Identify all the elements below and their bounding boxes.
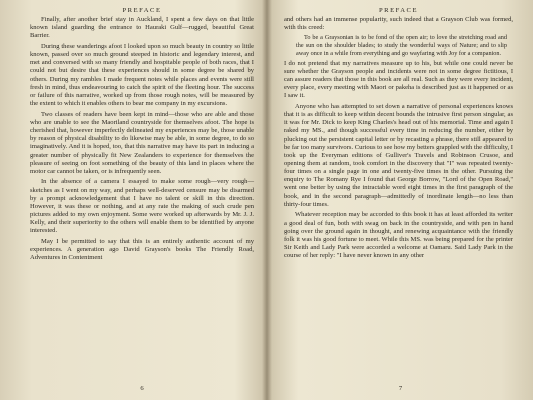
paragraph: In the absence of a camera I essayed to make some rough—very rough—sketches as I went on my way, and perhaps well-deserved censure may be disarmed by a prompt acknowledgement that I have no talent or skill in this direction. However, it was these or nothing, and at any rate the making of such crude pen pictures added to my own enjoyment. Some were worked up afterwards by Mr. J. J. Kelly, and their superiority to the others will enable them to be identified by anyone interested. [30, 178, 254, 235]
running-header: PREFACE [379, 7, 418, 14]
paragraph: During these wanderings afoot I looked upon so much beauty in country so little known, passed over so much ground steeped in historic and legendary interest, and met and conversed with so many friendly and hospitable people of both races, that I could not but desire that these experiences should in some degree be shared by others. During my rambles I made frequent notes while places and events were still fresh in mind, thus endeavouring to catch the spirit of the fleeting hour. The success or failure of this narrative, worked up from those rough notes, will be measured by the extent to which it enables others to bear me company in my excursions. [30, 42, 254, 108]
paragraph: Finally, after another brief stay in Auckland, I spent a few days on that little known island guarding the entrance to Hauraki Gulf—rugged, beautiful Great Barrier. [30, 16, 254, 40]
page-number: 6 [140, 385, 144, 392]
left-page [0, 0, 266, 400]
paragraph: I do not pretend that my narratives measure up to his, but while one could never be sure whether the Grayson people and incidents were not in some degree fictitious, I can assure readers that those in this book are all real. Such as they were every incident, every place, every meeting with Maori or pakeha is described just as it happened or as I saw it. [284, 59, 513, 100]
page-number: 7 [398, 385, 403, 392]
right-page [268, 0, 533, 400]
paragraph: Anyone who has attempted to set down a narrative of personal experiences knows that it is as difficult to keep within decent bounds the intrusive first person singular, as it was for Mr. Dick to keep King Charles's head out of his memorial. Time and again I raked my MS., and though successful every time in reducing the number, either by plucking out the persistent capital letter or by recasting a phrase, there still appeared to be far too many survivors. Curious to see how my betters grappled with the difficulty, I took up the Everyman editions of Gulliver's Travels and Robinson Crusoe, and opening them at random, took comfort in the discovery that "I" was repeated twenty-four times on a single page in one and twenty-five times in the other. Pursuing the enquiry to The Romany Rye I found that George Borrow, "Lord of the Open Road," went one better by using the intractable word eight times in the first paragraph of the book, and in the second paragraph—admittedly of inordinate length—no less than thirty-four times. [284, 102, 513, 208]
paragraph: Whatever reception may be accorded to this book it has at least afforded its writer a good deal of fun, both with swag on back in the countryside, and with pen in hand going over the ground again in thought, and renewing acquaintance with the friendly folk it was his good fortune to meet. While this MS. was being prepared for the printer Sir Keith and Lady Park were accorded a welcome at Oamaru. Said Lady Park in the course of her reply: "I have never known in any other [284, 211, 513, 260]
paragraph: Two classes of readers have been kept in mind—those who are able and those who are unable to see the Maoriland countryside for themselves afoot. The hope is cherished that, however imperfectly delineated my experiences may be, those unable by reason of physical disability to do likewise may be able, in some degree, to do so imaginatively. And it is hoped, too, that this narrative may have its part in inducing a greater number of physically fit New Zealanders to experience for themselves the pleasure of seeing on foot something of the beauty of this land in places where the motor car cannot be taken, or is infrequently seen. [30, 110, 254, 175]
page-body [30, 16, 254, 263]
paragraph: May I be permitted to say that this is an entirely authentic account of my experiences. A generation ago David Grayson's books The Friendly Road, Adventures in Contentment [30, 238, 254, 262]
page-body [284, 16, 513, 260]
running-header: PREFACE [122, 7, 162, 14]
block-quote: To be a Graysonian is to be fond of the open air; to love the stretching road and the sun on the shoulder blades; to study the wonderful ways of Nature; and to slip away once in a while from everything and go wayfaring with Joy for a companion. [296, 34, 507, 57]
paragraph: and others had an immense popularity, such indeed that a Grayson Club was formed, with this creed: [284, 16, 513, 32]
